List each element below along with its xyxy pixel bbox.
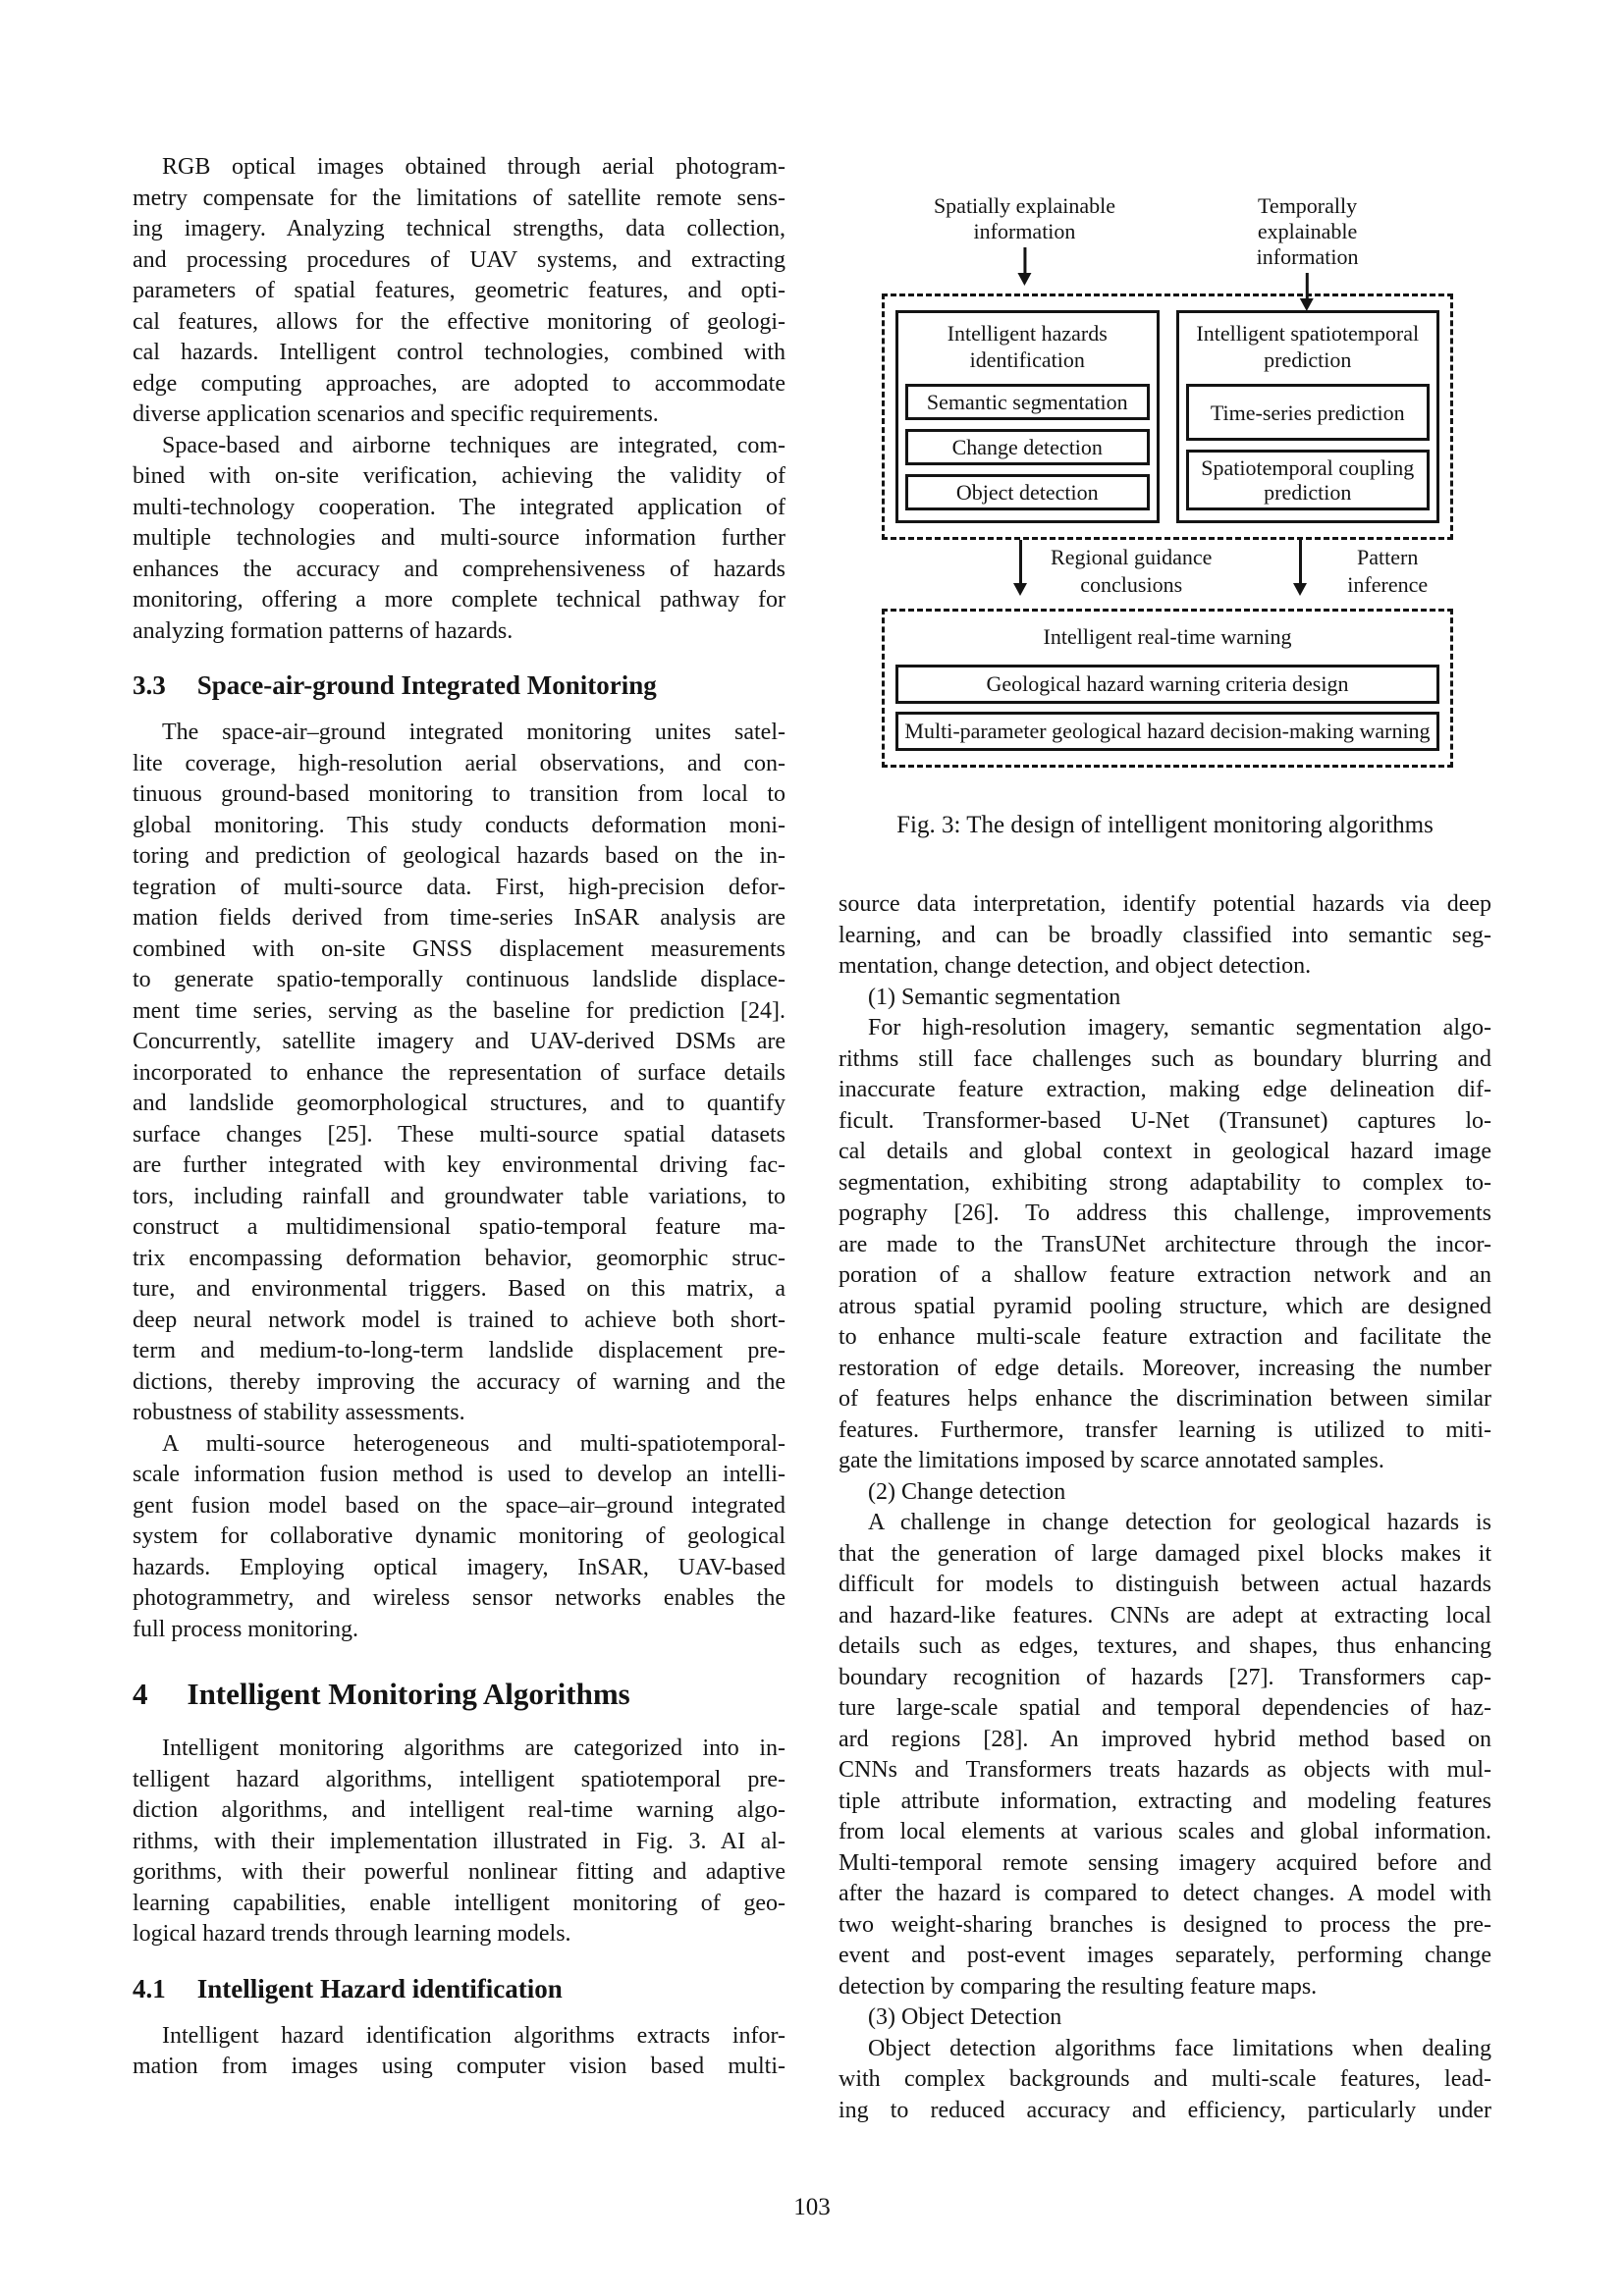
paragraph	[839, 1477, 1491, 1509]
paragraph	[839, 2002, 1491, 2034]
text-line: logical hazard trends through learning models.	[133, 1921, 571, 1947]
label-line: Regional guidance	[1051, 545, 1213, 569]
paragraph	[839, 983, 1491, 1014]
text-line: event and post-event images separately, performing change	[839, 1943, 1491, 1968]
text-line: scale information fusion method is used to develop an intelli-	[133, 1462, 785, 1487]
warning-items	[895, 665, 1439, 751]
figure-3-diagram	[882, 193, 1453, 768]
text-line: Concurrently, satellite imagery and UAV-derived DSMs are	[133, 1029, 785, 1054]
text-line: segmentation, exhibiting strong adaptability to complex to-	[839, 1169, 1491, 1196]
identification-prediction-group	[882, 294, 1453, 540]
text-line: learning capabilities, enable intelligent monitoring of geo-	[133, 1890, 785, 1916]
text-line: Multi-temporal remote sensing imagery acquired before and	[839, 1849, 1491, 1876]
text-line: incorporated to enhance the representation of surface details	[133, 1059, 785, 1086]
text-line: robustness of stability assessments.	[133, 1400, 465, 1425]
text-line: hazards. Employing optical imagery, InSAR, UAV-based	[133, 1554, 785, 1580]
right-column	[839, 152, 1491, 2126]
text-line: ture, and environmental triggers. Based on this matrix, a	[133, 1276, 785, 1302]
text-line: gent fusion model based on the space–air–ground integrated	[133, 1492, 785, 1519]
text-line: gate the limitations imposed by scarce annotated samples.	[839, 1448, 1384, 1473]
text-line: are made to the TransUNet architecture through the incor-	[839, 1231, 1491, 1257]
label-line: inference	[1347, 572, 1429, 597]
figure-sub-box: Semantic segmentation	[905, 384, 1150, 420]
group-items	[1186, 375, 1431, 510]
text-line: Object detection algorithms face limitations when dealing	[868, 2035, 1491, 2061]
figure-sub-box: Object detection	[905, 474, 1150, 510]
label-line: conclusions	[1080, 572, 1183, 597]
text-line: cal features, allows for the effective monitoring of geologi-	[133, 308, 785, 335]
section-title: Intelligent Hazard identification	[196, 1973, 563, 2003]
text-line: The space-air–ground integrated monitoring unites satel-	[162, 720, 785, 745]
page-number: 103	[793, 2194, 831, 2220]
text-line: poration of a shallow feature extraction network and an	[839, 1262, 1491, 1288]
section-heading-4.1	[133, 1972, 785, 2005]
text-line: metry compensate for the limitations of satellite remote sens-	[133, 185, 785, 211]
text-line: mation from images using computer vision based multi-	[133, 2054, 785, 2079]
paragraph	[839, 889, 1491, 983]
text-line: monitoring, offering a more complete technical pathway for	[133, 587, 785, 613]
title-line: Intelligent hazards	[947, 321, 1108, 346]
spatially-explainable-label	[934, 193, 1115, 244]
text-line: Intelligent hazard identification algorithms extracts infor-	[162, 2022, 785, 2049]
text-line: bined with on-site verification, achieving the validity of	[133, 463, 785, 489]
down-arrow-icon	[1023, 247, 1026, 281]
figure-wide-box: Geological hazard warning criteria design	[895, 665, 1439, 704]
text-line: ment time series, serving as the baseline for prediction [24].	[133, 997, 785, 1024]
text-line: global monitoring. This study conducts deformation moni-	[133, 812, 785, 838]
text-line: A challenge in change detection for geological hazards is	[868, 1510, 1491, 1535]
text-line: RGB optical images obtained through aerial photogram-	[162, 154, 785, 180]
label-line: Pattern	[1357, 545, 1419, 569]
right-column-text	[839, 889, 1491, 2126]
section-number: 4	[133, 1677, 148, 1711]
text-line: after the hazard is compared to detect changes. A model with	[839, 1881, 1491, 1906]
section-heading-3.3	[133, 668, 785, 702]
text-line: Space-based and airborne techniques are integrated, com-	[162, 432, 785, 458]
realtime-warning-box	[882, 609, 1453, 768]
figure-sub-box: Spatiotemporal coupling prediction	[1186, 450, 1431, 510]
group-items	[905, 375, 1150, 510]
text-line: details such as edges, textures, and shapes, thus enhancing	[839, 1633, 1491, 1659]
down-arrow-icon	[1299, 540, 1302, 591]
text-line: trix encompassing deformation behavior, geomorphic struc-	[133, 1245, 785, 1271]
text-line: tinuous ground-based monitoring to transition from local to	[133, 781, 785, 807]
text-line: mation fields derived from time-series InSAR analysis are	[133, 905, 785, 931]
text-line: For high-resolution imagery, semantic segmentation algo-	[868, 1015, 1491, 1041]
regional-guidance-label	[1033, 544, 1229, 599]
text-line: photogrammetry, and wireless sensor networks enables the	[133, 1585, 785, 1611]
temporally-explainable-label	[1234, 193, 1380, 270]
paragraph	[133, 152, 785, 431]
left-column	[133, 152, 785, 2083]
text-line: ing to reduced accuracy and efficiency, particularly under	[839, 2097, 1491, 2123]
text-line: parameters of spatial features, geometric features, and opti-	[133, 278, 785, 303]
text-line: diverse application scenarios and specific requirements.	[133, 401, 659, 427]
text-line: tiple attribute information, extracting and modeling features	[839, 1788, 1491, 1814]
text-line: ing imagery. Analyzing technical strengths, data collection,	[133, 216, 785, 241]
text-line: (2) Change detection	[868, 1478, 1066, 1505]
text-line: combined with on-site GNSS displacement measurements	[133, 935, 785, 962]
text-line: with complex backgrounds and multi-scale features, lead-	[839, 2066, 1491, 2092]
text-line: to enhance multi-scale feature extraction and facilitate the	[839, 1324, 1491, 1350]
text-line: detection by comparing the resulting feature maps.	[839, 1973, 1318, 2000]
section-title: Intelligent Monitoring Algorithms	[187, 1677, 630, 1711]
group-title	[1186, 315, 1431, 375]
text-line: term and medium-to-long-term landslide displacement pre-	[133, 1338, 785, 1363]
text-line: multiple technologies and multi-source information further	[133, 525, 785, 551]
paragraph	[839, 2034, 1491, 2127]
temporal-input	[1234, 193, 1380, 306]
text-line: to generate spatio-temporally continuous landslide displace-	[133, 967, 785, 992]
text-line: restoration of edge details. Moreover, increasing the number	[839, 1355, 1491, 1381]
text-line: pography [26]. To address this challenge, improvements	[839, 1201, 1491, 1226]
text-line: deep neural network model is trained to achieve both short-	[133, 1307, 785, 1333]
section-heading-4	[133, 1675, 785, 1714]
text-line: lite coverage, high-resolution aerial observations, and con-	[133, 750, 785, 776]
figure-caption: Fig. 3: The design of intelligent monitoring algorithms	[896, 812, 1434, 838]
text-line: of features helps enhance the discrimination between similar	[839, 1386, 1491, 1412]
group-title	[905, 315, 1150, 375]
text-line: gorithms, with their powerful nonlinear fitting and adaptive	[133, 1859, 785, 1885]
label-line: information	[973, 219, 1076, 243]
text-line: ture large-scale spatial and temporal dependencies of haz-	[839, 1695, 1491, 1721]
text-line: enhances the accuracy and comprehensiveness of hazards	[133, 556, 785, 582]
text-line: tors, including rainfall and groundwater table variations, to	[133, 1183, 785, 1209]
text-line: analyzing formation patterns of hazards.	[133, 617, 514, 644]
down-arrow-icon	[1306, 273, 1309, 306]
text-line: ficult. Transformer-based U-Net (Transunet) captures lo-	[839, 1107, 1491, 1134]
text-line: mentation, change detection, and object detection.	[839, 953, 1312, 979]
title-line: Intelligent spatiotemporal	[1196, 321, 1420, 346]
figure-mid-arrows	[882, 540, 1453, 609]
text-line: full process monitoring.	[133, 1616, 358, 1642]
text-line: rithms, with their implementation illustrated in Fig. 3. AI al-	[133, 1828, 785, 1854]
section-number: 4.1	[133, 1973, 166, 2003]
text-line: telligent hazard algorithms, intelligent spatiotemporal pre-	[133, 1766, 785, 1792]
text-line: (3) Object Detection	[868, 2004, 1062, 2030]
figure-input-labels	[882, 193, 1453, 294]
figure-sub-box: Time-series prediction	[1186, 384, 1431, 441]
paragraph	[839, 1013, 1491, 1477]
text-line: and processing procedures of UAV systems, and extracting	[133, 246, 785, 273]
label-line: information	[1256, 244, 1359, 269]
text-line: cal hazards. Intelligent control technologies, combined with	[133, 340, 785, 365]
title-line: prediction	[1264, 347, 1352, 372]
text-line: ard regions [28]. An improved hybrid method based on	[839, 1726, 1491, 1752]
text-line: cal details and global context in geological hazard image	[839, 1139, 1491, 1164]
realtime-warning-title: Intelligent real-time warning	[1043, 624, 1292, 649]
text-line: diction algorithms, and intelligent real-time warning algo-	[133, 1797, 785, 1823]
text-line: A multi-source heterogeneous and multi-spatiotemporal-	[162, 1430, 785, 1457]
text-line: tegration of multi-source data. First, high-precision defor-	[133, 874, 785, 900]
paragraph	[839, 1508, 1491, 2002]
section-title: Space-air-ground Integrated Monitoring	[196, 670, 657, 700]
text-line: difficult for models to distinguish between actual hazards	[839, 1572, 1491, 1597]
text-line: and hazard-like features. CNNs are adept at extracting local	[839, 1602, 1491, 1629]
text-line: Intelligent monitoring algorithms are categorized into in-	[162, 1735, 785, 1761]
text-line: two weight-sharing branches is designed to process the pre-	[839, 1911, 1491, 1938]
text-line: that the generation of large damaged pixel blocks makes it	[839, 1540, 1491, 1567]
text-line: toring and prediction of geological hazards based on the in-	[133, 843, 785, 869]
paragraph	[133, 2021, 785, 2083]
label-line: Temporally explainable	[1257, 193, 1358, 243]
text-line: and landslide geomorphological structures, and to quantify	[133, 1091, 785, 1116]
text-line: rithms still face challenges such as boundary blurring and	[839, 1045, 1491, 1072]
text-line: construct a multidimensional spatio-temporal feature ma-	[133, 1214, 785, 1240]
text-line: CNNs and Transformers treats hazards as objects with mul-	[839, 1757, 1491, 1783]
text-line: (1) Semantic segmentation	[868, 984, 1121, 1010]
paragraph	[133, 718, 785, 1429]
text-line: dictions, thereby improving the accuracy of warning and the	[133, 1368, 785, 1395]
text-line: edge computing approaches, are adopted to accommodate	[133, 370, 785, 397]
figure-sub-box: Change detection	[905, 429, 1150, 465]
paragraph	[133, 1429, 785, 1646]
spatial-input	[934, 193, 1115, 281]
paragraph	[133, 431, 785, 648]
figure-wide-box: Multi-parameter geological hazard decision-making warning	[895, 712, 1439, 751]
text-line: are further integrated with key environmental driving fac-	[133, 1152, 785, 1178]
down-arrow-icon	[1019, 540, 1022, 591]
title-line: identification	[969, 347, 1085, 372]
text-line: system for collaborative dynamic monitoring of geological	[133, 1523, 785, 1549]
text-line: learning, and can be broadly classified into semantic seg-	[839, 922, 1491, 948]
text-line: atrous spatial pyramid pooling structure, which are designed	[839, 1293, 1491, 1319]
spatiotemporal-prediction-box	[1176, 310, 1440, 523]
section-number: 3.3	[133, 670, 166, 700]
text-line: inaccurate feature extraction, making edge delineation dif-	[839, 1077, 1491, 1102]
hazards-identification-box	[895, 310, 1160, 523]
text-line: from local elements at various scales and global information.	[839, 1819, 1491, 1844]
pattern-inference-label	[1319, 544, 1456, 599]
text-line: boundary recognition of hazards [27]. Transformers cap-	[839, 1664, 1491, 1690]
label-line: Spatially explainable	[933, 193, 1116, 218]
text-line: source data interpretation, identify potential hazards via deep	[839, 891, 1491, 917]
text-line: surface changes [25]. These multi-source spatial datasets	[133, 1121, 785, 1148]
paragraph	[133, 1734, 785, 1950]
text-line: features. Furthermore, transfer learning is utilized to miti-	[839, 1416, 1491, 1443]
text-line: multi-technology cooperation. The integrated application of	[133, 494, 785, 520]
